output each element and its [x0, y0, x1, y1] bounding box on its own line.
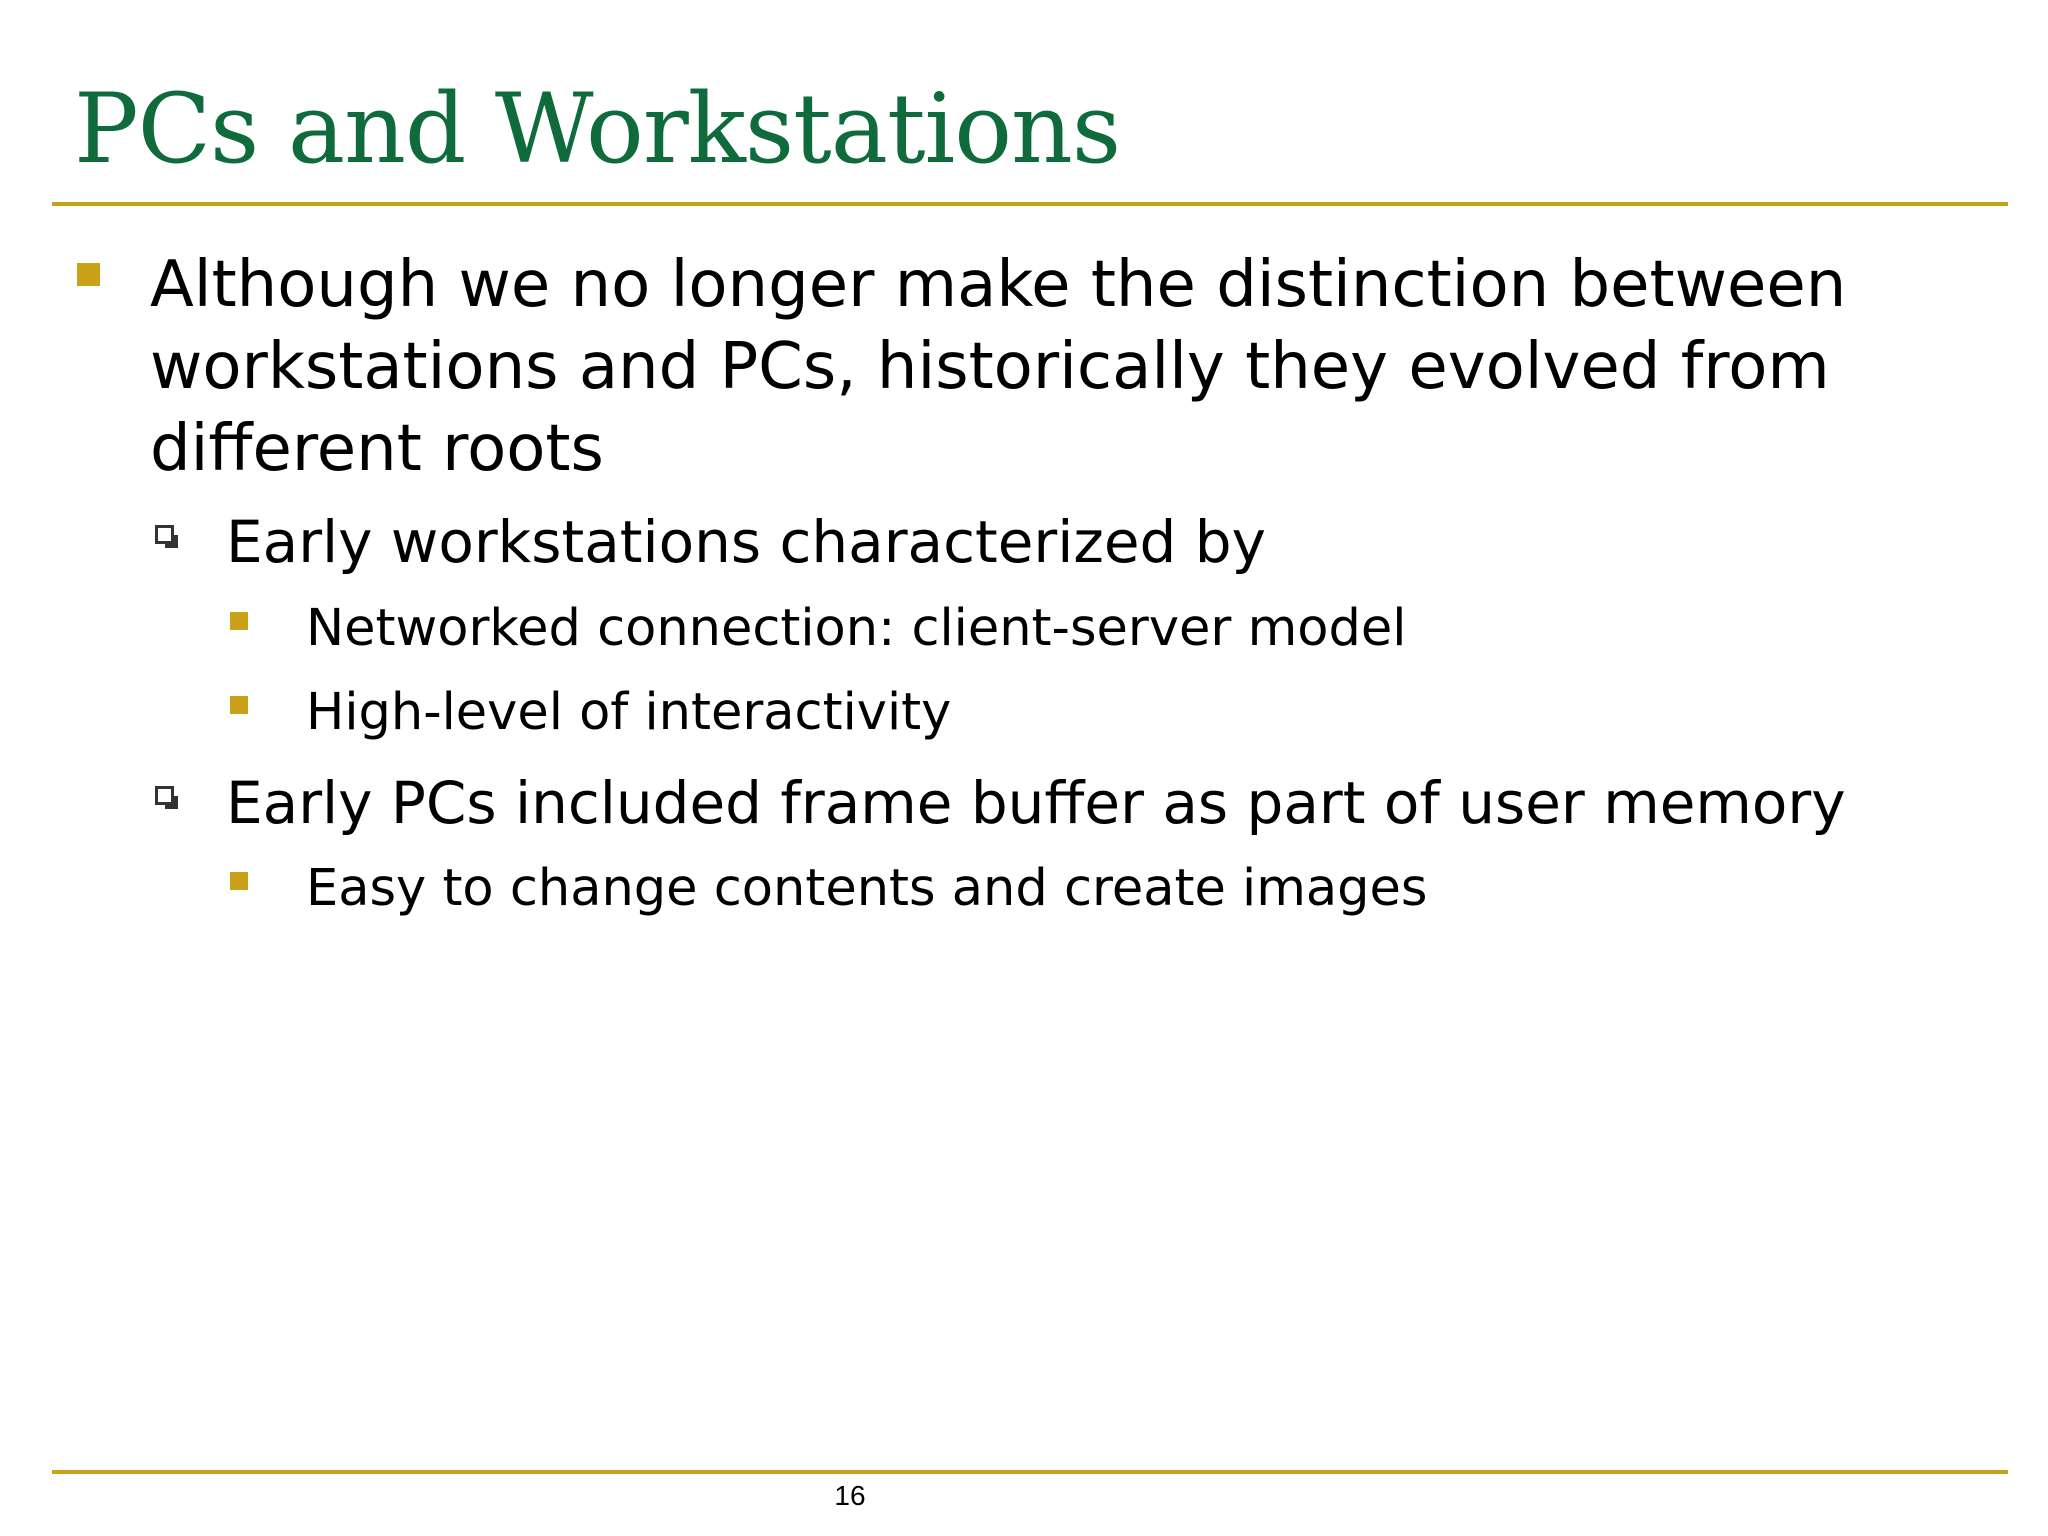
title-divider — [52, 202, 2008, 206]
bullet-hollow-square-icon — [155, 525, 174, 544]
bullet-level3-text: Networked connection: client-server model — [306, 599, 1407, 658]
bullet-level2-text: Early workstations characterized by — [226, 508, 1266, 576]
slide-title: PCs and Workstations — [74, 73, 1121, 185]
bullet-level3-text: Easy to change contents and create images — [306, 859, 1428, 918]
bullet-square-icon — [230, 872, 248, 890]
footer-divider — [52, 1470, 2008, 1474]
bullet-level3-text: High-level of interactivity — [306, 683, 952, 742]
page-number: 16 — [834, 1480, 866, 1511]
bullet-square-icon — [77, 263, 100, 286]
bullet-level2-text: Early PCs included frame buffer as part of user memory — [226, 769, 1846, 837]
bullet-hollow-square-icon — [155, 786, 174, 805]
bullet-level1-text: Although we no longer make the distinction between workstations and PCs, historically they evolved from different roots — [150, 248, 1847, 486]
bullet-square-icon — [230, 696, 248, 714]
bullet-square-icon — [230, 612, 248, 630]
